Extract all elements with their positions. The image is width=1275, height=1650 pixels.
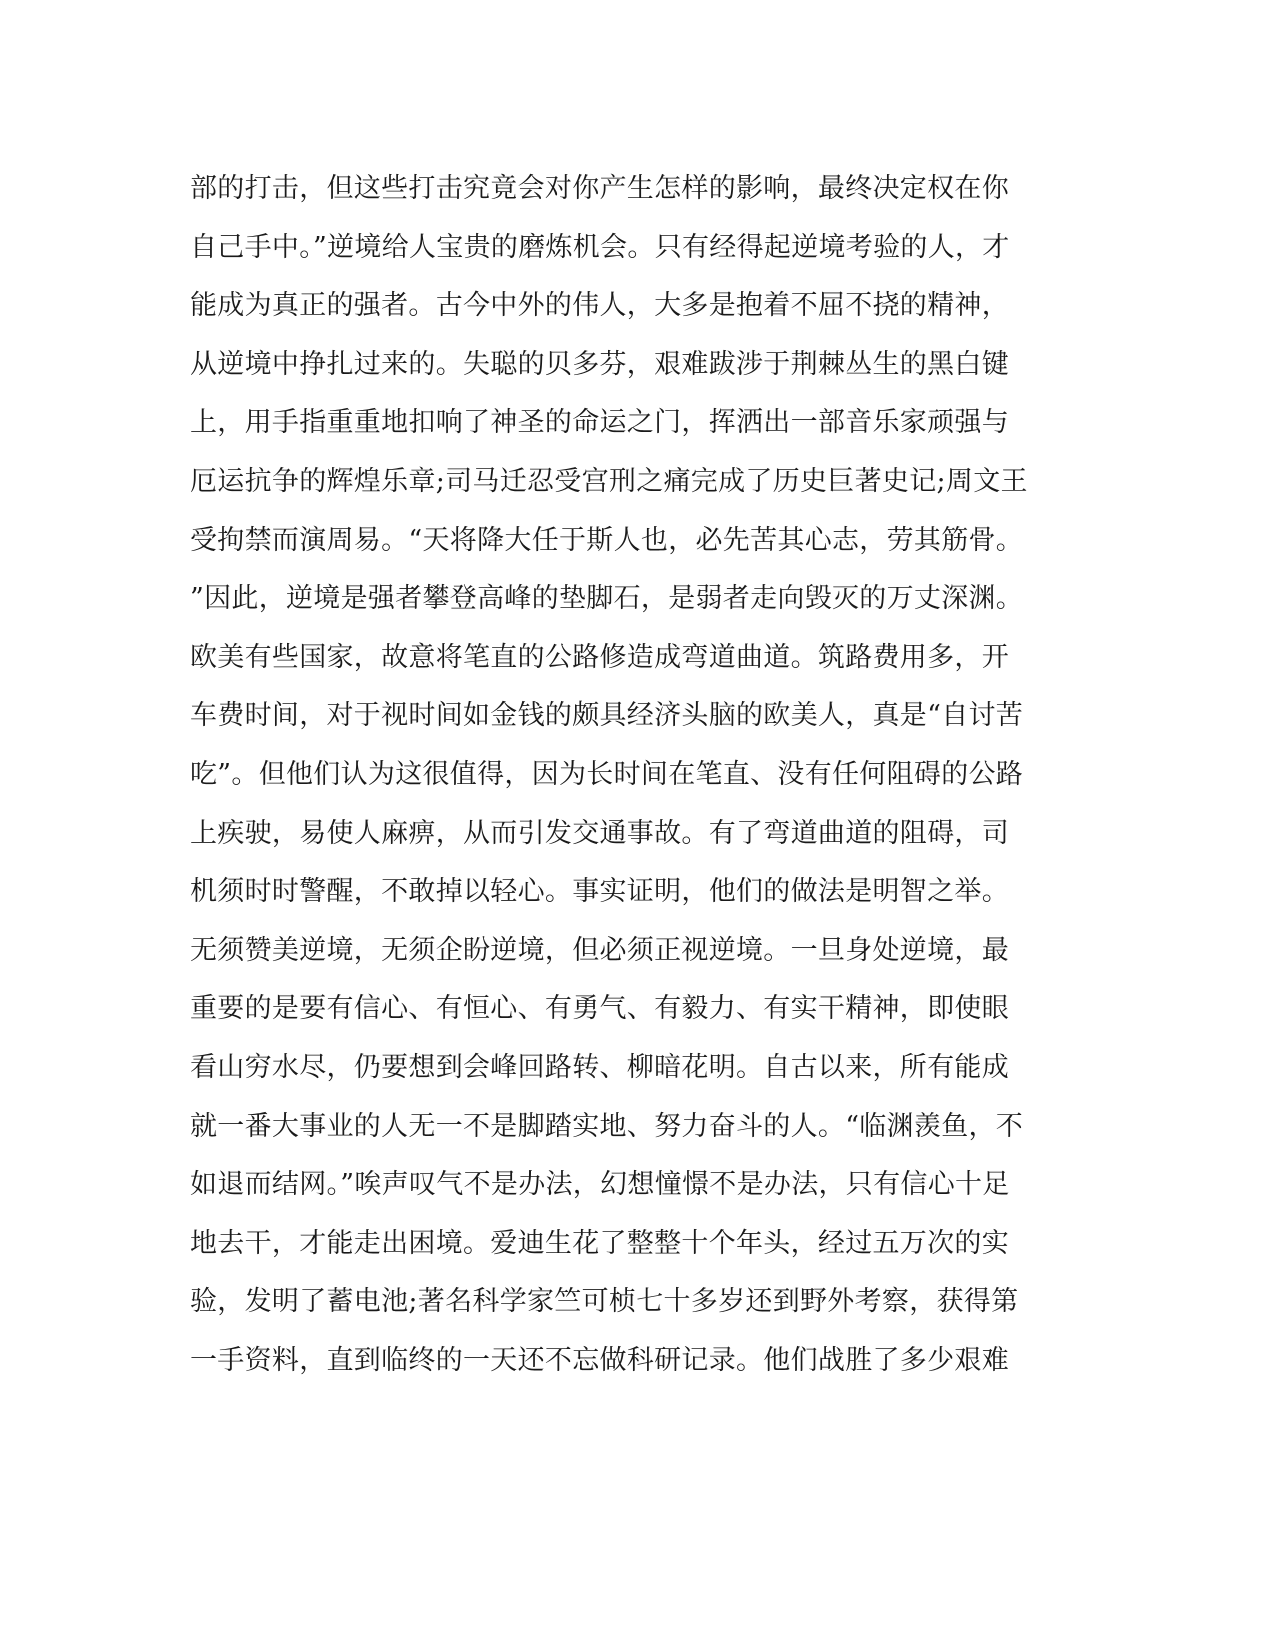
text-line: 车费时间，对于视时间如金钱的颇具经济头脑的欧美人，真是“自讨苦: [190, 700, 1024, 732]
text-line: 自己手中。”逆境给人宝贵的磨炼机会。只有经得起逆境考验的人，才: [190, 231, 1010, 263]
text-line: 吃”。但他们认为这很值得，因为长时间在笔直、没有任何阻碍的公路: [190, 758, 1024, 790]
text-line: 地去干，才能走出困境。爱迪生花了整整十个年头，经过五万次的实: [190, 1227, 1009, 1259]
text-line: 验，发明了蓄电池;著名科学家竺可桢七十多岁还到野外考察，获得第: [190, 1286, 1019, 1318]
text-line: 就一番大事业的人无一不是脚踏实地、努力奋斗的人。“临渊羡鱼，不: [190, 1110, 1024, 1142]
text-line: 上疾驶，易使人麻痹，从而引发交通事故。有了弯道曲道的阻碍，司: [190, 817, 1009, 849]
text-line: 无须赞美逆境，无须企盼逆境，但必须正视逆境。一旦身处逆境，最: [190, 934, 1009, 966]
text-line: 部的打击，但这些打击究竟会对你产生怎样的影响，最终决定权在你: [190, 173, 1009, 204]
text-line: 上，用手指重重地扣响了神圣的命运之门，挥洒出一部音乐家顽强与: [190, 407, 1009, 439]
text-line: 从逆境中挣扎过来的。失聪的贝多芬，艰难跋涉于荆棘丛生的黑白键: [190, 348, 1009, 380]
body-text: [190, 160, 1090, 1390]
text-line: 如退而结网。”唉声叹气不是办法，幻想憧憬不是办法，只有信心十足: [190, 1169, 1010, 1201]
text-line: 一手资料，直到临终的一天还不忘做科研记录。他们战胜了多少艰难: [190, 1344, 1009, 1376]
text-line: 重要的是要有信心、有恒心、有勇气、有毅力、有实干精神，即使眼: [190, 993, 1009, 1025]
text-line: 看山穷水尽，仍要想到会峰回路转、柳暗花明。自古以来，所有能成: [190, 1051, 1009, 1083]
text-line: 欧美有些国家，故意将笔直的公路修造成弯道曲道。筑路费用多，开: [190, 641, 1009, 673]
text-line: 厄运抗争的辉煌乐章;司马迁忍受宫刑之痛完成了历史巨著史记;周文王: [190, 465, 1028, 497]
text-line: ”因此，逆境是强者攀登高峰的垫脚石，是弱者走向毁灭的万丈深渊。: [190, 583, 1024, 615]
text-line: 机须时时警醒，不敢掉以轻心。事实证明，他们的做法是明智之举。: [190, 876, 1009, 908]
text-line: 受拘禁而演周易。“天将降大任于斯人也，必先苦其心志，劳其筋骨。: [190, 524, 1024, 556]
text-line: 能成为真正的强者。古今中外的伟人，大多是抱着不屈不挠的精神，: [190, 290, 1009, 322]
